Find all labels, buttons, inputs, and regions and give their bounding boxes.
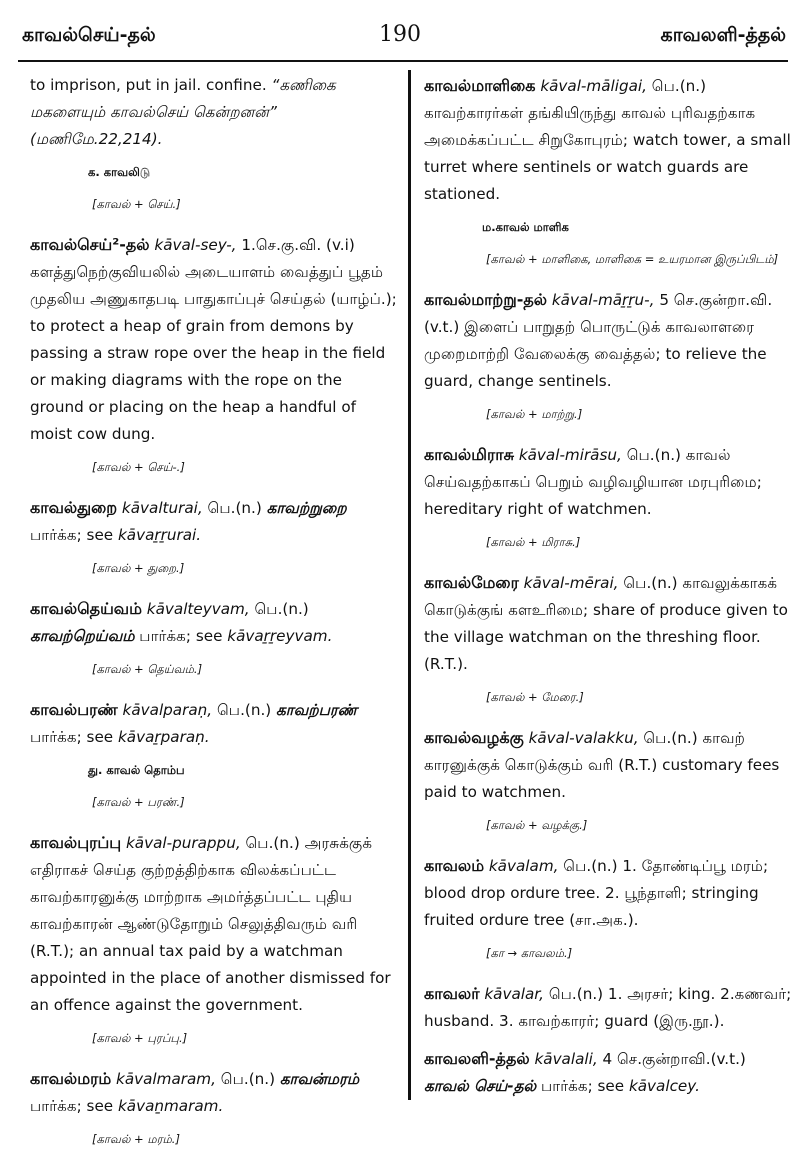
entry-kaval-merai xyxy=(424,569,794,678)
transliteration: kāvalali, xyxy=(534,1050,598,1068)
see-transliteration: kāvalcey. xyxy=(628,1077,700,1095)
headword: காவல்வழக்கு xyxy=(424,728,524,747)
cognate: ம.காவல் மாளிக xyxy=(482,220,569,234)
entry-kaval-sey xyxy=(30,231,400,448)
grammar-label: 4 செ.குன்றாவி.(v.t.) xyxy=(602,1050,746,1068)
headword: காவலம் xyxy=(424,856,485,875)
etymology: [கா → காவலம்.] xyxy=(486,946,573,960)
entry-kavalparan xyxy=(30,696,400,751)
continued-meaning: to imprison, put in jail. confine. xyxy=(30,76,267,94)
transliteration: kāvalparaṇ, xyxy=(122,701,213,719)
cognate: க. காவலிடு xyxy=(88,165,151,179)
tamil-definition: காவல் செய்வதற்காகப் பெறும் வழிவழியான மரபுரிமை; xyxy=(424,446,762,491)
page-header xyxy=(0,0,800,62)
transliteration: kāval-māṟṟu-, xyxy=(551,291,655,309)
see-label: பார்க்க; see xyxy=(30,728,114,746)
entry-kaval-maligai xyxy=(424,72,794,208)
headword: காவல்மரம் xyxy=(30,1069,112,1088)
tamil-definition: களத்துநெற்குவியலில் அடையாளம் வைத்துப் பூதம் முதலிய அணுகாதபடி பாதுகாப்புச் செய்தல் (யாழ்ப்.); xyxy=(30,263,397,308)
page-number: 190 xyxy=(379,22,421,47)
etymology: [காவல் + புரப்பு.] xyxy=(92,1031,188,1045)
right-column xyxy=(424,72,794,1110)
right-guide-word: காவலளி-த்தல் xyxy=(660,24,786,46)
headword: காவலளி-த்தல் xyxy=(424,1049,530,1068)
etymology: [காவல் + தெய்வம்.] xyxy=(92,662,203,676)
quotation: “கணிகை மகளையும் காவல்செய் கென்றனன்” xyxy=(30,76,336,121)
etymology: [காவல் + செய்-.] xyxy=(92,460,185,474)
transliteration: kāval-mirāsu, xyxy=(518,446,622,464)
see-transliteration: kāvaṟparaṇ. xyxy=(117,728,210,746)
entry-kaval-valakku xyxy=(424,724,794,806)
english-definition: to relieve the guard, change sentinels. xyxy=(424,345,767,390)
cross-reference: காவன்மரம் xyxy=(279,1070,360,1088)
entry-kavalali xyxy=(424,1045,794,1100)
entry-kavalmaram xyxy=(30,1065,400,1120)
etymology: [காவல் + மிராசு.] xyxy=(486,535,581,549)
grammar-label: 5 செ.குன்றா.வி. (v.t.) xyxy=(424,291,773,336)
see-label: பார்க்க; see xyxy=(30,526,114,544)
english-definition: an annual tax paid by a watchman appointed in the place of another dismissed for an offence against the government. xyxy=(30,942,391,1014)
entry-kavalam xyxy=(424,852,794,934)
transliteration: kāvalmaram, xyxy=(116,1070,216,1088)
see-label: பார்க்க; see xyxy=(139,627,223,645)
grammar-label: பெ.(n.) xyxy=(643,729,698,747)
etymology: [காவல் + பரண்.] xyxy=(92,795,185,809)
see-label: பார்க்க; see xyxy=(540,1077,625,1095)
transliteration: kāvalam, xyxy=(488,857,559,875)
headword: காவல்மாற்று-தல் xyxy=(424,290,548,309)
grammar-label: பெ.(n.) xyxy=(220,1070,276,1088)
transliteration: kāvalteyvam, xyxy=(146,600,250,618)
cross-reference: காவற்றெய்வம் xyxy=(30,627,135,645)
transliteration: kāval-purappu, xyxy=(126,834,241,852)
transliteration: kāval-sey-, xyxy=(154,236,237,254)
tamil-definition: காவற்காரர்கள் தங்கியிருந்து காவல் புரிவதற்காக அமைக்கப்பட்ட சிறுகோபுரம்; xyxy=(424,104,756,149)
grammar-label: பெ.(n.) xyxy=(623,574,678,592)
cognate: து. காவல் தொம்ப xyxy=(88,763,185,777)
left-guide-word: காவல்செய்-தல் xyxy=(22,24,156,46)
definition: 1. தோண்டிப்பூ மரம்; blood drop ordure tree. 2. பூந்தாளி; stringing fruited ordure tree (சா.அக.). xyxy=(424,857,769,929)
etymology: [காவல் + மேரை.] xyxy=(486,690,584,704)
transliteration: kāval-māligai, xyxy=(540,77,647,95)
grammar-label: பெ.(n.) xyxy=(245,834,300,852)
transliteration: kāval-mērai, xyxy=(523,574,619,592)
column-divider xyxy=(408,70,411,1100)
grammar-label: பெ.(n.) xyxy=(216,701,272,719)
english-definition: customary fees paid to watchmen. xyxy=(424,756,780,801)
entry-kavalar xyxy=(424,980,794,1035)
grammar-label: பெ.(n.) xyxy=(207,499,262,517)
continued-entry xyxy=(30,72,400,153)
cross-reference: காவல் செய்-தல் xyxy=(424,1077,537,1095)
headword: காவல்செய்²-தல் xyxy=(30,235,150,254)
transliteration: kāvalturai, xyxy=(121,499,203,517)
see-transliteration: kāvaṉmaram. xyxy=(117,1097,224,1115)
see-label: பார்க்க; see xyxy=(30,1097,114,1115)
tamil-definition: இளைப் பாறுதற் பொருட்டுக் காவலாளரை முறைமாற்றி வேலைக்கு வைத்தல்; xyxy=(424,318,755,363)
etymology: [காவல் + செய்.] xyxy=(92,197,181,211)
entry-kavalturai xyxy=(30,494,400,549)
grammar-label: 1.செ.கு.வி. (v.i) xyxy=(241,236,355,254)
transliteration: kāvalar, xyxy=(484,985,544,1003)
grammar-label: பெ.(n.) xyxy=(651,77,707,95)
english-definition: hereditary right of watchmen. xyxy=(424,500,652,518)
etymology: [காவல் + மாளிகை, மாளிகை = உயரமான இருப்பிடம்] xyxy=(486,252,779,266)
entry-kaval-marru xyxy=(424,286,794,395)
headword: காவல்தெய்வம் xyxy=(30,599,142,618)
english-definition: share of produce given to the village watchman on the threshing floor. (R.T.). xyxy=(424,601,788,673)
etymology: [காவல் + துறை.] xyxy=(92,561,185,575)
grammar-label: பெ.(n.) xyxy=(626,446,681,464)
english-definition: watch tower, a small turret where sentinels or watch guards are stationed. xyxy=(424,131,791,203)
headword: காவலர் xyxy=(424,984,480,1003)
headword: காவல்துறை xyxy=(30,498,118,517)
grammar-label: பெ.(n.) xyxy=(254,600,309,618)
tamil-definition: காவற் காரனுக்குக் கொடுக்கும் வரி (R.T.) xyxy=(424,729,745,774)
headword: காவல்மிராசு xyxy=(424,445,514,464)
see-transliteration: kāvaṟṟurai. xyxy=(117,526,202,544)
entry-kaval-mirasu xyxy=(424,441,794,523)
etymology: [காவல் + வழக்கு.] xyxy=(486,818,588,832)
headword: காவல்பரண் xyxy=(30,700,118,719)
cross-reference: காவற்பரண் xyxy=(276,701,358,719)
definition: 1. அரசர்; king. 2.கணவர்; husband. 3. காவற்காரர்; guard (இரு.நூ.). xyxy=(424,985,792,1030)
headword: காவல்மாளிகை xyxy=(424,76,536,95)
headword: காவல்புரப்பு xyxy=(30,833,122,852)
entry-kaval-purappu xyxy=(30,829,400,1019)
header-rule xyxy=(18,60,788,62)
etymology: [காவல் + மாற்று.] xyxy=(486,407,583,421)
tamil-definition: காவலுக்காகக் கொடுக்குங் களஉரிமை; xyxy=(424,574,778,619)
grammar-label: பெ.(n.) xyxy=(563,857,618,875)
cross-reference: காவற்றுறை xyxy=(266,499,347,517)
etymology: [காவல் + மரம்.] xyxy=(92,1132,180,1146)
left-column xyxy=(30,72,400,1166)
english-definition: to protect a heap of grain from demons by passing a straw rope over the heap in the field or making diagrams with the rope on the ground or placing on the heap a handful of moist cow dung. xyxy=(30,317,386,443)
transliteration: kāval-valakku, xyxy=(528,729,639,747)
headword: காவல்மேரை xyxy=(424,573,519,592)
citation: (மணிமே.22,214). xyxy=(30,130,163,148)
grammar-label: பெ.(n.) xyxy=(548,985,604,1003)
see-transliteration: kāvaṟṟeyvam. xyxy=(227,627,333,645)
entry-kavalteyvam xyxy=(30,595,400,650)
tamil-definition: அரசுக்குக் எதிராகச் செய்த குற்றத்திற்காக விலக்கப்பட்ட காவற்காரனுக்கு மாற்றாக அமர்த்தப்பட்ட புதிய காவற்காரன் ஆண்டுதோறும் செலுத்திவரும் வரி (R.T.); xyxy=(30,834,373,960)
